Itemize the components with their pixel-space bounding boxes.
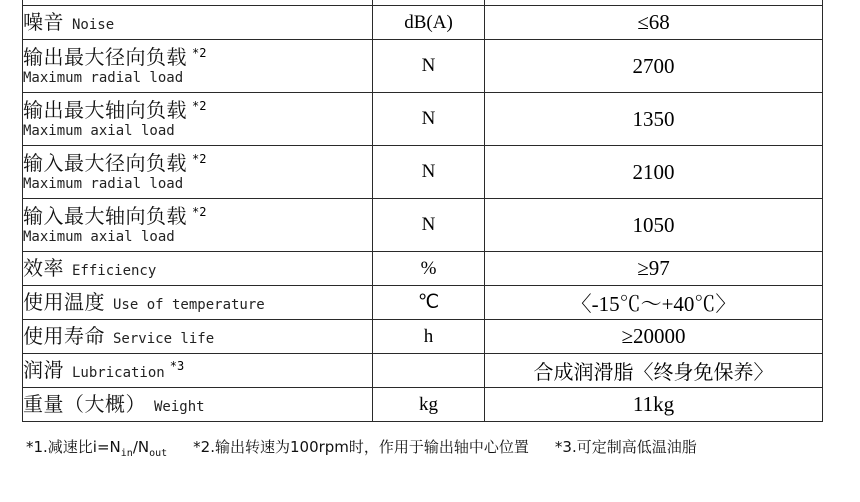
row-value-cell: 2100 bbox=[485, 146, 823, 199]
row-label-note: *2 bbox=[192, 205, 207, 220]
row-label-cn: 输入最大轴向负载 bbox=[23, 203, 187, 228]
row-label-en: Service life bbox=[113, 330, 215, 347]
row-unit-cell: % bbox=[373, 252, 485, 286]
row-label-cell bbox=[23, 252, 373, 286]
row-value-cell: 1350 bbox=[485, 93, 823, 146]
row-label-cn: 润滑 bbox=[23, 357, 64, 382]
row-label-note: *2 bbox=[192, 152, 207, 167]
row-unit-cell: dB(A) bbox=[373, 6, 485, 40]
footnote-1-mid: /N bbox=[132, 438, 150, 456]
table-row bbox=[23, 354, 823, 388]
row-label-en: Efficiency bbox=[72, 262, 157, 279]
row-label-note: *3 bbox=[169, 359, 185, 374]
row-value-cell: 11kg bbox=[485, 388, 823, 422]
row-label-cell bbox=[23, 40, 373, 93]
row-label-cell bbox=[23, 286, 373, 320]
row-label-cn: 重量（大概） bbox=[23, 391, 146, 416]
footnote-1-prefix: *1.减速比i=N bbox=[26, 438, 121, 456]
footnote-1-sub-in: in bbox=[120, 448, 133, 459]
row-unit-cell: N bbox=[373, 199, 485, 252]
table-body bbox=[23, 0, 823, 422]
row-label-cell bbox=[23, 146, 373, 199]
row-value-cell: ≥20000 bbox=[485, 320, 823, 354]
row-label-cn: 使用温度 bbox=[23, 289, 105, 314]
row-unit-cell: N bbox=[373, 93, 485, 146]
row-label-en: Weight bbox=[154, 398, 205, 415]
row-label-note: *2 bbox=[192, 46, 207, 61]
row-label-cn: 输入最大径向负载 bbox=[23, 150, 187, 175]
row-unit-cell: kg bbox=[373, 388, 485, 422]
row-unit-cell: ℃ bbox=[373, 286, 485, 320]
row-label-note: *2 bbox=[192, 99, 207, 114]
row-unit-cell bbox=[373, 354, 485, 388]
row-value-cell: ≤68 bbox=[485, 6, 823, 40]
table-row bbox=[23, 93, 823, 146]
row-label-en: Maximum axial load bbox=[23, 229, 175, 246]
row-unit-cell: N bbox=[373, 146, 485, 199]
row-label-en: Noise bbox=[72, 16, 115, 33]
row-label-cell bbox=[23, 93, 373, 146]
row-label-cell bbox=[23, 6, 373, 40]
row-unit-cell: N bbox=[373, 40, 485, 93]
table-row bbox=[23, 199, 823, 252]
row-label-en: Use of temperature bbox=[113, 296, 265, 313]
row-value-cell: ≥97 bbox=[485, 252, 823, 286]
row-label-cell bbox=[23, 199, 373, 252]
table-row bbox=[23, 388, 823, 422]
row-label-cell bbox=[23, 388, 373, 422]
row-label-en: Maximum axial load bbox=[23, 123, 175, 140]
row-unit-cell: h bbox=[373, 320, 485, 354]
row-label-en: Lubrication bbox=[72, 364, 165, 381]
row-label-en: Maximum radial load bbox=[23, 176, 184, 193]
table-row bbox=[23, 320, 823, 354]
row-label-cn: 使用寿命 bbox=[23, 323, 105, 348]
table-row bbox=[23, 286, 823, 320]
row-label-cn: 噪音 bbox=[23, 9, 64, 34]
specification-table bbox=[22, 0, 823, 422]
footnotes bbox=[26, 436, 860, 459]
row-value-cell: 合成润滑脂〈终身免保养〉 bbox=[485, 354, 823, 388]
row-label-en: Maximum radial load bbox=[23, 70, 184, 87]
row-value-cell: 2700 bbox=[485, 40, 823, 93]
row-value-cell: 1050 bbox=[485, 199, 823, 252]
table-row bbox=[23, 40, 823, 93]
footnote-3: *3.可定制高低温油脂 bbox=[554, 438, 697, 456]
row-label-cn: 输出最大径向负载 bbox=[23, 44, 187, 69]
table-row bbox=[23, 146, 823, 199]
footnote-1 bbox=[26, 438, 168, 459]
row-label-cell bbox=[23, 354, 373, 388]
row-label-cn: 效率 bbox=[23, 255, 64, 280]
footnote-1-sub-out: out bbox=[149, 448, 168, 459]
table-row bbox=[23, 6, 823, 40]
row-label-cell bbox=[23, 320, 373, 354]
row-label-cn: 输出最大轴向负载 bbox=[23, 97, 187, 122]
table-row bbox=[23, 252, 823, 286]
row-value-cell: 〈-15℃～+40℃〉 bbox=[485, 286, 823, 320]
footnote-2: *2.输出转速为100rpm时，作用于输出轴中心位置 bbox=[193, 438, 529, 456]
